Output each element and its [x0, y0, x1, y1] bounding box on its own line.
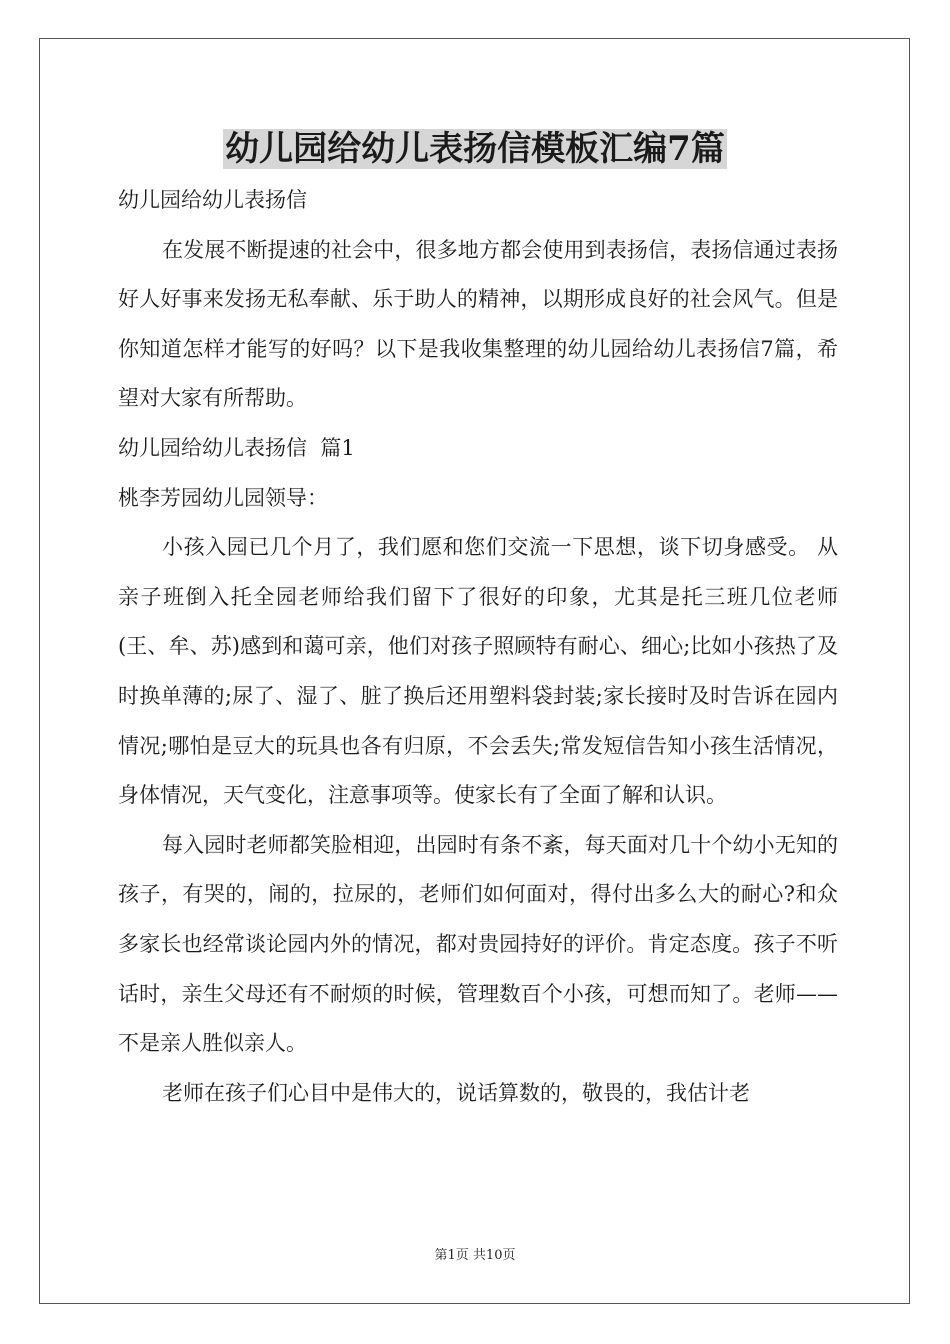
letter-heading: 幼儿园给幼儿表扬信 篇1 — [118, 435, 355, 460]
body-paragraph: 老师在孩子们心目中是伟大的，说话算数的，敬畏的，我估计老 — [162, 1080, 750, 1105]
letter-salutation: 桃李芳园幼儿园领导： — [118, 485, 328, 510]
intro-paragraph: 在发展不断提速的社会中，很多地方都会使用到表扬信，表扬信通过表扬好人好事来发扬无私奉献、乐于助人的精神，以期形成良好的社会风气。但是你知道怎样才能写的好吗？以下是我收集整理的幼儿园给幼儿表扬信7篇，希望对大家有所帮助。 — [118, 237, 838, 411]
page-footer — [0, 1247, 950, 1265]
body-paragraph: 每入园时老师都笑脸相迎，出园时有条不紊，每天面对几十个幼小无知的孩子，有哭的，闹的，拉尿的，老师们如何面对，得付出多么大的耐心?和众多家长也经常谈论园内外的情况，都对贵园持好的评价。肯定态度。孩子不听话时，亲生父母还有不耐烦的时候，管理数百个小孩，可想而知了。老师——不是亲人胜似亲人。 — [118, 832, 838, 1056]
body-paragraph: 小孩入园已几个月了，我们愿和您们交流一下思想，谈下切身感受。 从亲子班倒入托全园老师给我们留下了很好的印象，尤其是托三班几位老师(王、牟、苏)感到和蔼可亲，他们对孩子照顾特有耐心、细心;比如小孩热了及时换单薄的;尿了、湿了、脏了换后还用塑料袋封装;家长接时及时告诉在园内情况;哪怕是豆大的玩具也各有归原，不会丢失;常发短信告知小孩生活情况，身体情况，天气变化，注意事项等。使家长有了全面了解和认识。 — [118, 535, 838, 808]
page-number: 第1页 共10页 — [434, 1248, 516, 1263]
document-title-text: 幼儿园给幼儿表扬信模板汇编7篇 — [225, 129, 725, 169]
section-heading: 幼儿园给幼儿表扬信 — [118, 188, 307, 212]
document-title — [0, 126, 950, 172]
document-body — [118, 176, 838, 1118]
